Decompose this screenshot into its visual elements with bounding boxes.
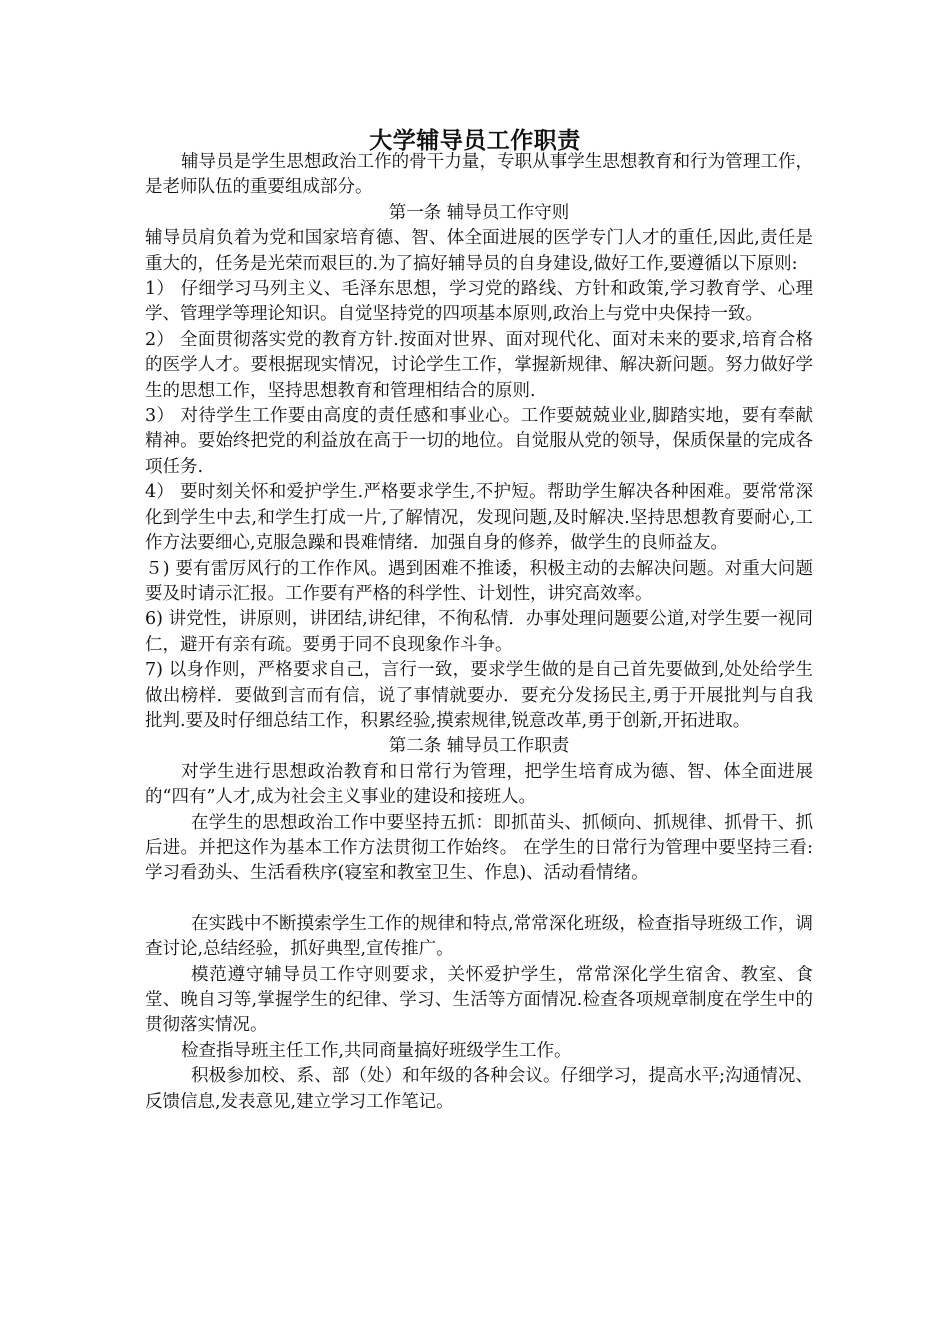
principle-item-5: ５) 要有雷厉风行的工作作风。遇到困难不推诿，积极主动的去解决问题。对重大问题要及时请示汇报。工作要有严格的科学性、计划性，讲究高效率。 <box>145 558 813 604</box>
principle-item-6: 6) 讲党性，讲原则，讲团结,讲纪律，不徇私情．办事处理问题要公道,对学生要一视同仁，避开有亲有疏。要勇于同不良现象作斗争。 <box>145 609 813 655</box>
document-body <box>145 150 813 1115</box>
intro-paragraph: 辅导员是学生思想政治工作的骨干力量，专职从事学生思想教育和行为管理工作，是老师队伍的重要组成部分。 <box>145 152 813 198</box>
principle-item-3: 3） 对待学生工作要由高度的责任感和事业心。工作要兢兢业业,脚踏实地，要有奉献精神。要始终把党的利益放在高于一切的地位。自觉服从党的领导，保质保量的完成各项任务. <box>145 406 813 477</box>
duty-paragraph-6: 积极参加校、系、部（处）和年级的各种会议。仔细学习，提高水平;沟通情况、反馈信息,发表意见,建立学习工作笔记。 <box>145 1066 813 1112</box>
principle-item-4: 4） 要时刻关怀和爱护学生.严格要求学生,不护短。帮助学生解决各种困难。要常常深化到学生中去,和学生打成一片,了解情况，发现问题,及时解决.坚持思想教育要耐心,工作方法要细心,克服急躁和畏难情绪．加强自身的修养，做学生的良师益友。 <box>145 482 813 554</box>
section1-lead: 辅导员肩负着为党和国家培育德、智、体全面进展的医学专门人才的重任,因此,责任是重大的，任务是光荣而艰巨的.为了搞好辅导员的自身建设,做好工作,要遵循以下原则: <box>145 228 813 274</box>
principle-item-7: 7) 以身作则，严格要求自己，言行一致，要求学生做的是自己首先要做到,处处给学生做出榜样．要做到言而有信，说了事情就要办．要充分发扬民主,勇于开展批判与自我批判.要及时仔细总结工作，积累经验,摸索规律,锐意改革,勇于创新,开拓进取。 <box>145 660 813 731</box>
duty-paragraph-1: 对学生进行思想政治教育和日常行为管理，把学生培育成为德、智、体全面进展的“四有”人才,成为社会主义事业的建设和接班人。 <box>145 761 813 808</box>
duty-paragraph-2: 在学生的思想政治工作中要坚持五抓：即抓苗头、抓倾向、抓规律、抓骨干、抓后进。并把这作为基本工作方法贯彻工作始终。 在学生的日常行为管理中要坚持三看:学习看劲头、生活看秩序(寝室和教室卫生、作息)、活动看情绪。 <box>145 812 813 884</box>
blank-line <box>145 887 813 912</box>
principle-item-2: 2） 全面贯彻落实党的教育方针.按面对世界、面对现代化、面对未来的要求,培育合格的医学人才。要根据现实情况，讨论学生工作，掌握新规律、解决新问题。努力做好学生的思想工作，坚持思想教育和管理相结合的原则. <box>145 329 813 401</box>
principle-item-1: 1） 仔细学习马列主义、毛泽东思想，学习党的路线、方针和政策,学习教育学、心理学、管理学等理论知识。自觉坚持党的四项基本原则,政治上与党中央保持一致。 <box>145 279 813 325</box>
duty-paragraph-3: 在实践中不断摸索学生工作的规律和特点,常常深化班级，检查指导班级工作，调查讨论,总结经验，抓好典型,宣传推广。 <box>145 913 813 960</box>
duty-paragraph-5: 检查指导班主任工作,共同商量搞好班级学生工作。 <box>181 1040 572 1061</box>
duty-paragraph-4: 模范遵守辅导员工作守则要求，关怀爱护学生，常常深化学生宿舍、教室、食堂、晚自习等,掌握学生的纪律、学习、生活等方面情况.检查各项规章制度在学生中的贯彻落实情况。 <box>145 964 813 1036</box>
section1-heading: 第一条 辅导员工作守则 <box>388 202 570 223</box>
document-title: 大学辅导员工作职责 <box>369 128 581 154</box>
section2-heading: 第二条 辅导员工作职责 <box>388 736 570 757</box>
